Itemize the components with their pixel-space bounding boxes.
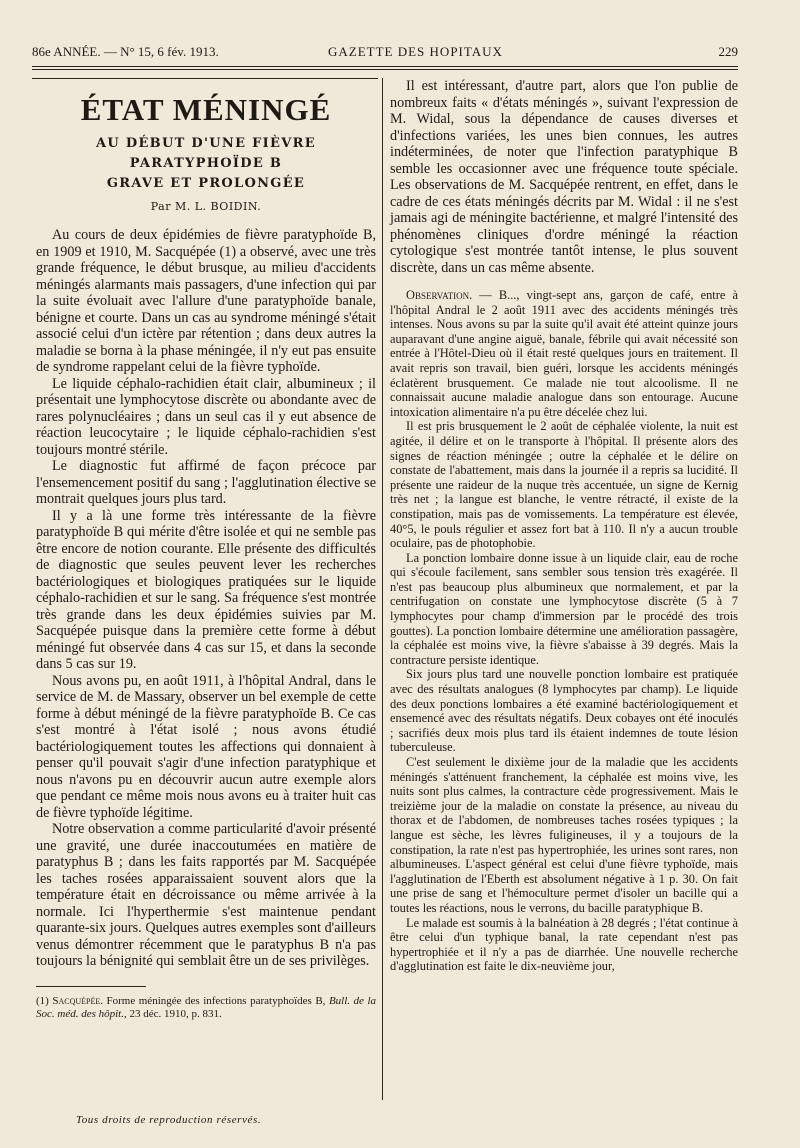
issue-info: 86e ANNÉE. — N° 15, 6 fév. 1913.	[32, 44, 219, 59]
article-subtitle-line2: GRAVE ET PROLONGÉE	[106, 176, 306, 191]
paragraph: Le diagnostic fut affirmé de façon précoce par l'ensemencement positif du sang ; l'agglutination élective se montrait quelques jours plus tard.	[36, 458, 376, 507]
article-byline: Par M. L. BOIDIN.	[150, 200, 262, 213]
footnote-title: . Forme méningée des infections paratyphoïdes B,	[100, 994, 326, 1007]
paragraph: C'est seulement le dixième jour de la maladie que les accidents méningés s'atténuent franchement, la céphalée est moins vive, les nuits sont plus calmes, la contracture cède progressivement. Mais le treizième jour de la maladie on constate la présence, au niveau du thorax et de l'abdomen, de nombreuses taches rosées typiques ; la langue est sèche, les lèvres fuligineuses, il y a toujours de la constipation, la rate n'est pas hypertrophiée, les urines sont rares, non albumineuses. L'aspect général est celui d'une fièvre typhoïde, mais l'agglutination de l'Eberth est absolument négative à 1 p. 30. On fait une prise de sang et l'hémoculture permet d'isoler un bacille qui a toutes les réactions, nous le verrons, du bacille paratyphique B.	[390, 755, 738, 915]
observation-paragraph	[390, 288, 738, 419]
right-column	[390, 78, 738, 974]
footnote	[36, 995, 376, 1021]
footnote-source: Bull. de la Soc. méd. des hôpit.	[36, 994, 377, 1020]
page-number: 229	[718, 44, 738, 59]
column-divider	[382, 78, 383, 1100]
left-column	[36, 82, 376, 1021]
header-rule-thin	[32, 69, 738, 70]
observation-label: Observation.	[406, 288, 473, 302]
article-subtitle-line1: AU DÉBUT D'UNE FIÈVRE PARATYPHOÏDE B	[96, 136, 316, 171]
title-rule	[32, 78, 378, 79]
running-head	[32, 44, 738, 64]
paragraph: Le malade est soumis à la balnéation à 28 degrés ; l'état continue à être celui d'un typhique banal, la rate cependant n'est pas hypertrophiée et il n'y a pas de diarrhée. Une nouvelle recherche d'agglutination est faite le dix-neuvième jour,	[390, 915, 738, 974]
rights-notice: Tous droits de reproduction réservés.	[76, 1114, 262, 1126]
paragraph: Nous avons pu, en août 1911, à l'hôpital Andral, dans le service de M. de Massary, observer un bel exemple de cette forme à début méningé de la fièvre paratyphoïde B. Ce cas s'est montré à l'état isolé ; nous avons étudié bactériologiquement toutes les affections qui donnaient à penser qu'il pouvait s'agir d'une infection paratyphique et nous n'avons pu en découvrir aucun autre exemple alors que pendant ce même mois nous avons eu à traiter huit cas de fièvre typhoïde légitime.	[36, 672, 376, 821]
intro-paragraph: Il est intéressant, d'autre part, alors que l'on publie de nombreux faits « d'états méningés », suivant l'expression de M. Widal, sous la dépendance de causes diverses et d'infections variées, les unes bien connues, les autres indéterminées, de noter que l'infection paratyphique B semble les occasionner avec une fréquence toute spéciale. Les observations de M. Sacquépée rentrent, en effet, dans le cadre de ces états méningés décrits par M. Widal : il ne s'est jamais agi de méningite bactérienne, et malgré l'intensité des phénomènes cliniques d'ordre méningé la réaction cytologique s'est montrée tantôt intense, le plus souvent discrète, dans un cas même absente.	[390, 78, 738, 276]
paragraph: La ponction lombaire donne issue à un liquide clair, eau de roche qui s'écoule facilement, sans sembler sous tension très exagérée. Il n'est pas beaucoup plus albumineux que normalement, et par la centrifugation on constate une lymphocytose discrète (5 à 7 lymphocytes pour champ d'immersion par le procédé des trois gouttes). La ponction lombaire détermine une amélioration passagère, la céphalée est moins vive, la fièvre s'abaisse à 39 degrés. Mais la contracture persiste identique.	[390, 550, 738, 667]
footnote-author: Sacquépée	[52, 994, 101, 1007]
paragraph: Notre observation a comme particularité d'avoir présenté une gravité, une durée inaccoutumées en matière de paratyphus B ; dans les faits rapportés par M. Sacquépée les taches rosées apparaissaient souvent alors que la température était en décroissance ou même arrivée à la normale. Ici l'hyperthermie s'est maintenue pendant quarante-six jours. Quelques autres exemples sont d'ailleurs venus démontrer récemment que le paratyphus B n'a pas toujours la bénignité qui semblait être un de ses privilèges.	[36, 821, 376, 969]
article-title: ÉTAT MÉNINGÉ	[80, 92, 332, 127]
paragraph: Six jours plus tard une nouvelle ponction lombaire est pratiquée avec des résultats analogues (8 lymphocytes par champ). Le liquide des deux ponctions lombaires a été examiné bactériologiquement et ensemencé avec des résultats négatifs. Deux cobayes ont été inoculés ; sacrifiés deux mois plus tard ils étaient indemnes de toute lésion tuberculeuse.	[390, 667, 738, 755]
journal-name: GAZETTE DES HOPITAUX	[328, 44, 503, 59]
paragraph: Au cours de deux épidémies de fièvre paratyphoïde B, en 1909 et 1910, M. Sacquépée (1) a observé, avec une très grande fréquence, le début brusque, au milieu d'accidents méningés alarmants mais passagers, d'une infection qui par la suite évoluait avec l'allure d'une paratyphoïde banale, bénigne et courte. Dans un cas au syndrome méningé s'était associé celui d'un ictère par rétention ; dans deux autres la maladie se borna à la phase méningée, il n'y eut pas ensuite de syndrome rappelant celui de la fièvre typhoïde.	[36, 227, 376, 375]
paragraph: Il y a là une forme très intéressante de la fièvre paratyphoïde B qui mérite d'être isolée et qui ne semble pas être encore de notion courante. Elle présente des difficultés de diagnostic que seules peuvent lever les recherches bactériologiques et biologiques pratiquées sur le liquide céphalo-rachidien et sur le sang. Sa fréquence s'est montrée très grande dans les deux épidémies suivies par M. Sacquépée puisque dans la première cette forme à début méningé fut observée dans 4 cas sur 15, et dans la seconde dans 5 cas sur 19.	[36, 507, 376, 672]
footnote-marker: (1)	[36, 994, 53, 1007]
paragraph: Il est pris brusquement le 2 août de céphalée violente, la nuit est agitée, il délire et on le transporte à l'hôpital. Il présente alors des signes de réaction méningée ; outre la céphalée et le délire on constate de l'abattement, mais dans la journée il a repris sa lucidité. Il présente une raideur de la nuque très accentuée, un signe de Kernig très net ; la langue est blanche, le ventre rétracté, il existe de la constipation, mais pas de vomissements. La température est élevée, 40°5, le pouls régulier et assez fort bat à 110. Il n'y a aucun trouble oculaire, pas de photophobie.	[390, 419, 738, 551]
footnote-rule	[36, 986, 146, 987]
paragraph: Le liquide céphalo-rachidien était clair, albumineux ; il présentait une lymphocytose discrète ou abondante avec de rares polynucléaires ; dans un seul cas il y eut absence de réaction leucocytaire ; le liquide céphalo-rachidien s'est toujours montré stérile.	[36, 375, 376, 458]
footnote-end: , 23 déc. 1910, p. 831.	[123, 1007, 222, 1020]
header-rule	[32, 66, 738, 67]
observation-text: — B..., vingt-sept ans, garçon de café, entre à l'hôpital Andral le 2 août 1911 avec des accidents méningés très intenses. Nous avons su par la suite qu'il avait été atteint quinze jours auparavant d'une angine aiguë, banale, fébrile qui avait nécessité son entrée à l'Hôtel-Dieu où il était resté quelques jours en traitement. Il avait repris son travail, bien guéri, lorsque les accidents méningés éclatèrent brusquement. Ce malade nie tout alcoolisme. Il ne connaissait aucune maladie analogue dans son entourage. Aucune intoxication alimentaire n'a pu être décelée chez lui.	[390, 288, 738, 419]
